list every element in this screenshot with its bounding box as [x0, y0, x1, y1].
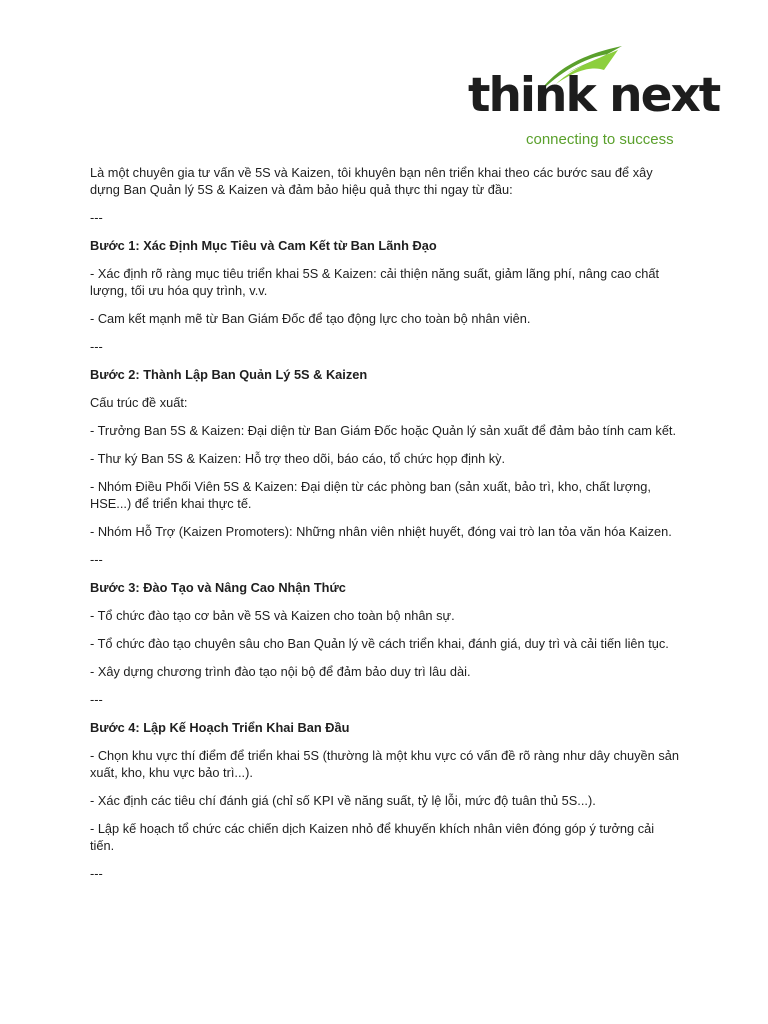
- separator: ---: [90, 210, 103, 225]
- logo-wordmark: think next: [468, 68, 720, 123]
- separator: ---: [90, 552, 103, 567]
- list-item: - Xây dựng chương trình đào tạo nội bộ để đảm bảo duy trì lâu dài.: [90, 664, 471, 679]
- list-item: - Chọn khu vực thí điểm để triển khai 5S (thường là một khu vực có vấn đề rõ ràng như dây chuyền sản xuất, kho, khu vực bảo trì...).: [90, 748, 679, 780]
- list-item: - Lập kế hoạch tổ chức các chiến dịch Kaizen nhỏ để khuyến khích nhân viên đóng góp ý tưởng cải tiến.: [90, 821, 655, 853]
- list-item: - Xác định các tiêu chí đánh giá (chỉ số KPI về năng suất, tỷ lệ lỗi, mức độ tuân thủ 5S...).: [90, 793, 596, 808]
- document-body: [90, 164, 680, 893]
- step-4-heading: Bước 4: Lập Kế Hoạch Triển Khai Ban Đầu: [90, 720, 350, 735]
- list-item: - Trưởng Ban 5S & Kaizen: Đại diện từ Ban Giám Đốc hoặc Quản lý sản xuất để đảm bảo tính cam kết.: [90, 423, 677, 438]
- separator: ---: [90, 339, 103, 354]
- separator: ---: [90, 692, 103, 707]
- logo-tagline: connecting to success: [526, 131, 674, 148]
- think-next-logo: [466, 44, 720, 154]
- step-2-heading: Bước 2: Thành Lập Ban Quản Lý 5S & Kaizen: [90, 367, 368, 382]
- list-item: - Nhóm Hỗ Trợ (Kaizen Promoters): Những nhân viên nhiệt huyết, đóng vai trò lan tỏa văn hóa Kaizen.: [90, 524, 672, 539]
- list-item: - Cam kết mạnh mẽ từ Ban Giám Đốc để tạo động lực cho toàn bộ nhân viên.: [90, 311, 531, 326]
- intro-paragraph: Là một chuyên gia tư vấn về 5S và Kaizen, tôi khuyên bạn nên triển khai theo các bước sau để xây dựng Ban Quản lý 5S & Kaizen và đảm bảo hiệu quả thực thi ngay từ đầu:: [90, 165, 653, 197]
- list-item: - Thư ký Ban 5S & Kaizen: Hỗ trợ theo dõi, báo cáo, tổ chức họp định kỳ.: [90, 451, 506, 466]
- structure-intro: Cấu trúc đề xuất:: [90, 395, 188, 410]
- list-item: - Nhóm Điều Phối Viên 5S & Kaizen: Đại diện từ các phòng ban (sản xuất, bảo trì, kho, chất lượng, HSE...) để triển khai thực tế.: [90, 479, 651, 511]
- list-item: - Tổ chức đào tạo chuyên sâu cho Ban Quản lý về cách triển khai, đánh giá, duy trì và cải tiến liên tục.: [90, 636, 669, 651]
- list-item: - Xác định rõ ràng mục tiêu triển khai 5S & Kaizen: cải thiện năng suất, giảm lãng phí, nâng cao chất lượng, tối ưu hóa quy trình, v.v.: [90, 266, 660, 298]
- list-item: - Tổ chức đào tạo cơ bản về 5S và Kaizen cho toàn bộ nhân sự.: [90, 608, 455, 623]
- step-1-heading: Bước 1: Xác Định Mục Tiêu và Cam Kết từ Ban Lãnh Đạo: [90, 238, 437, 253]
- step-3-heading: Bước 3: Đào Tạo và Nâng Cao Nhận Thức: [90, 580, 346, 595]
- separator: ---: [90, 866, 103, 881]
